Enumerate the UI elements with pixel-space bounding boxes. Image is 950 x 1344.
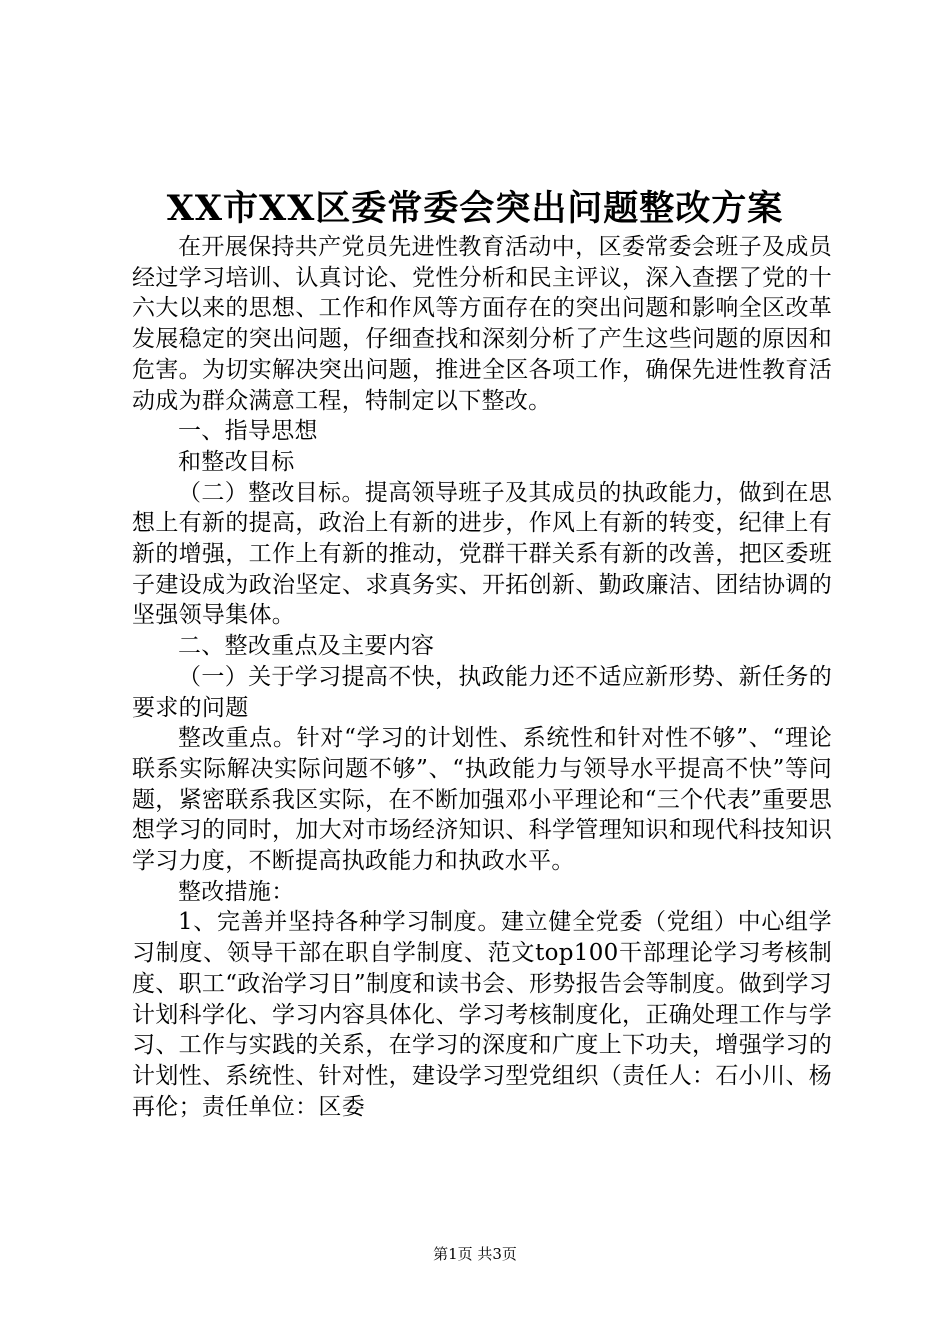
paragraph-measure-one: 1、完善并坚持各种学习制度。建立健全党委（党组）中心组学习制度、领导干部在职自学制度、范文top100干部理论学习考核制度、职工“政治学习日”制度和读书会、形势报告会等制度。做到学习计划科学化、学习内容具体化、学习考核制度化，正确处理工作与学习、工作与实践的关系，在学习的深度和广度上下功夫，增强学习的计划性、系统性、针对性，建设学习型党组织（责任人：石小川、杨再伦；责任单位：区委: [132, 909, 832, 1120]
heading-measures: 整改措施：: [178, 878, 295, 905]
heading-key-points: 二、整改重点及主要内容: [178, 633, 435, 660]
document-title: XX市XX区委常委会突出问题整改方案: [166, 188, 784, 229]
heading-guiding-ideology: 一、指导思想: [178, 418, 318, 445]
document-body: [132, 232, 832, 1122]
heading-rectification-goal: 和整改目标: [178, 448, 295, 475]
heading-issue-one: （一）关于学习提高不快，执政能力还不适应新形势、新任务的要求的问题: [132, 663, 832, 721]
paragraph-intro: 在开展保持共产党员先进性教育活动中，区委常委会班子及成员经过学习培训、认真讨论、党性分析和民主评议，深入查摆了党的十六大以来的思想、工作和作风等方面存在的突出问题和影响全区改革发展稳定的突出问题，仔细查找和深刻分析了产生这些问题的原因和危害。为切实解决突出问题，推进全区各项工作，确保先进性教育活动成为群众满意工程，特制定以下整改。: [132, 234, 832, 414]
page-footer: 第1页 共3页: [433, 1245, 517, 1263]
paragraph-key-points: 整改重点。针对“学习的计划性、系统性和针对性不够”、“理论联系实际解决实际问题不够”、“执政能力与领导水平提高不快”等问题，紧密联系我区实际，在不断加强邓小平理论和“三个代表”重要思想学习的同时，加大对市场经济知识、科学管理知识和现代科技知识学习力度，不断提高执政能力和执政水平。: [132, 725, 832, 875]
paragraph-rectification-goal: （二）整改目标。提高领导班子及其成员的执政能力，做到在思想上有新的提高，政治上有新的进步，作风上有新的转变，纪律上有新的增强，工作上有新的推动，党群干群关系有新的改善，把区委班子建设成为政治坚定、求真务实、开拓创新、勤政廉洁、团结协调的坚强领导集体。: [132, 479, 832, 629]
